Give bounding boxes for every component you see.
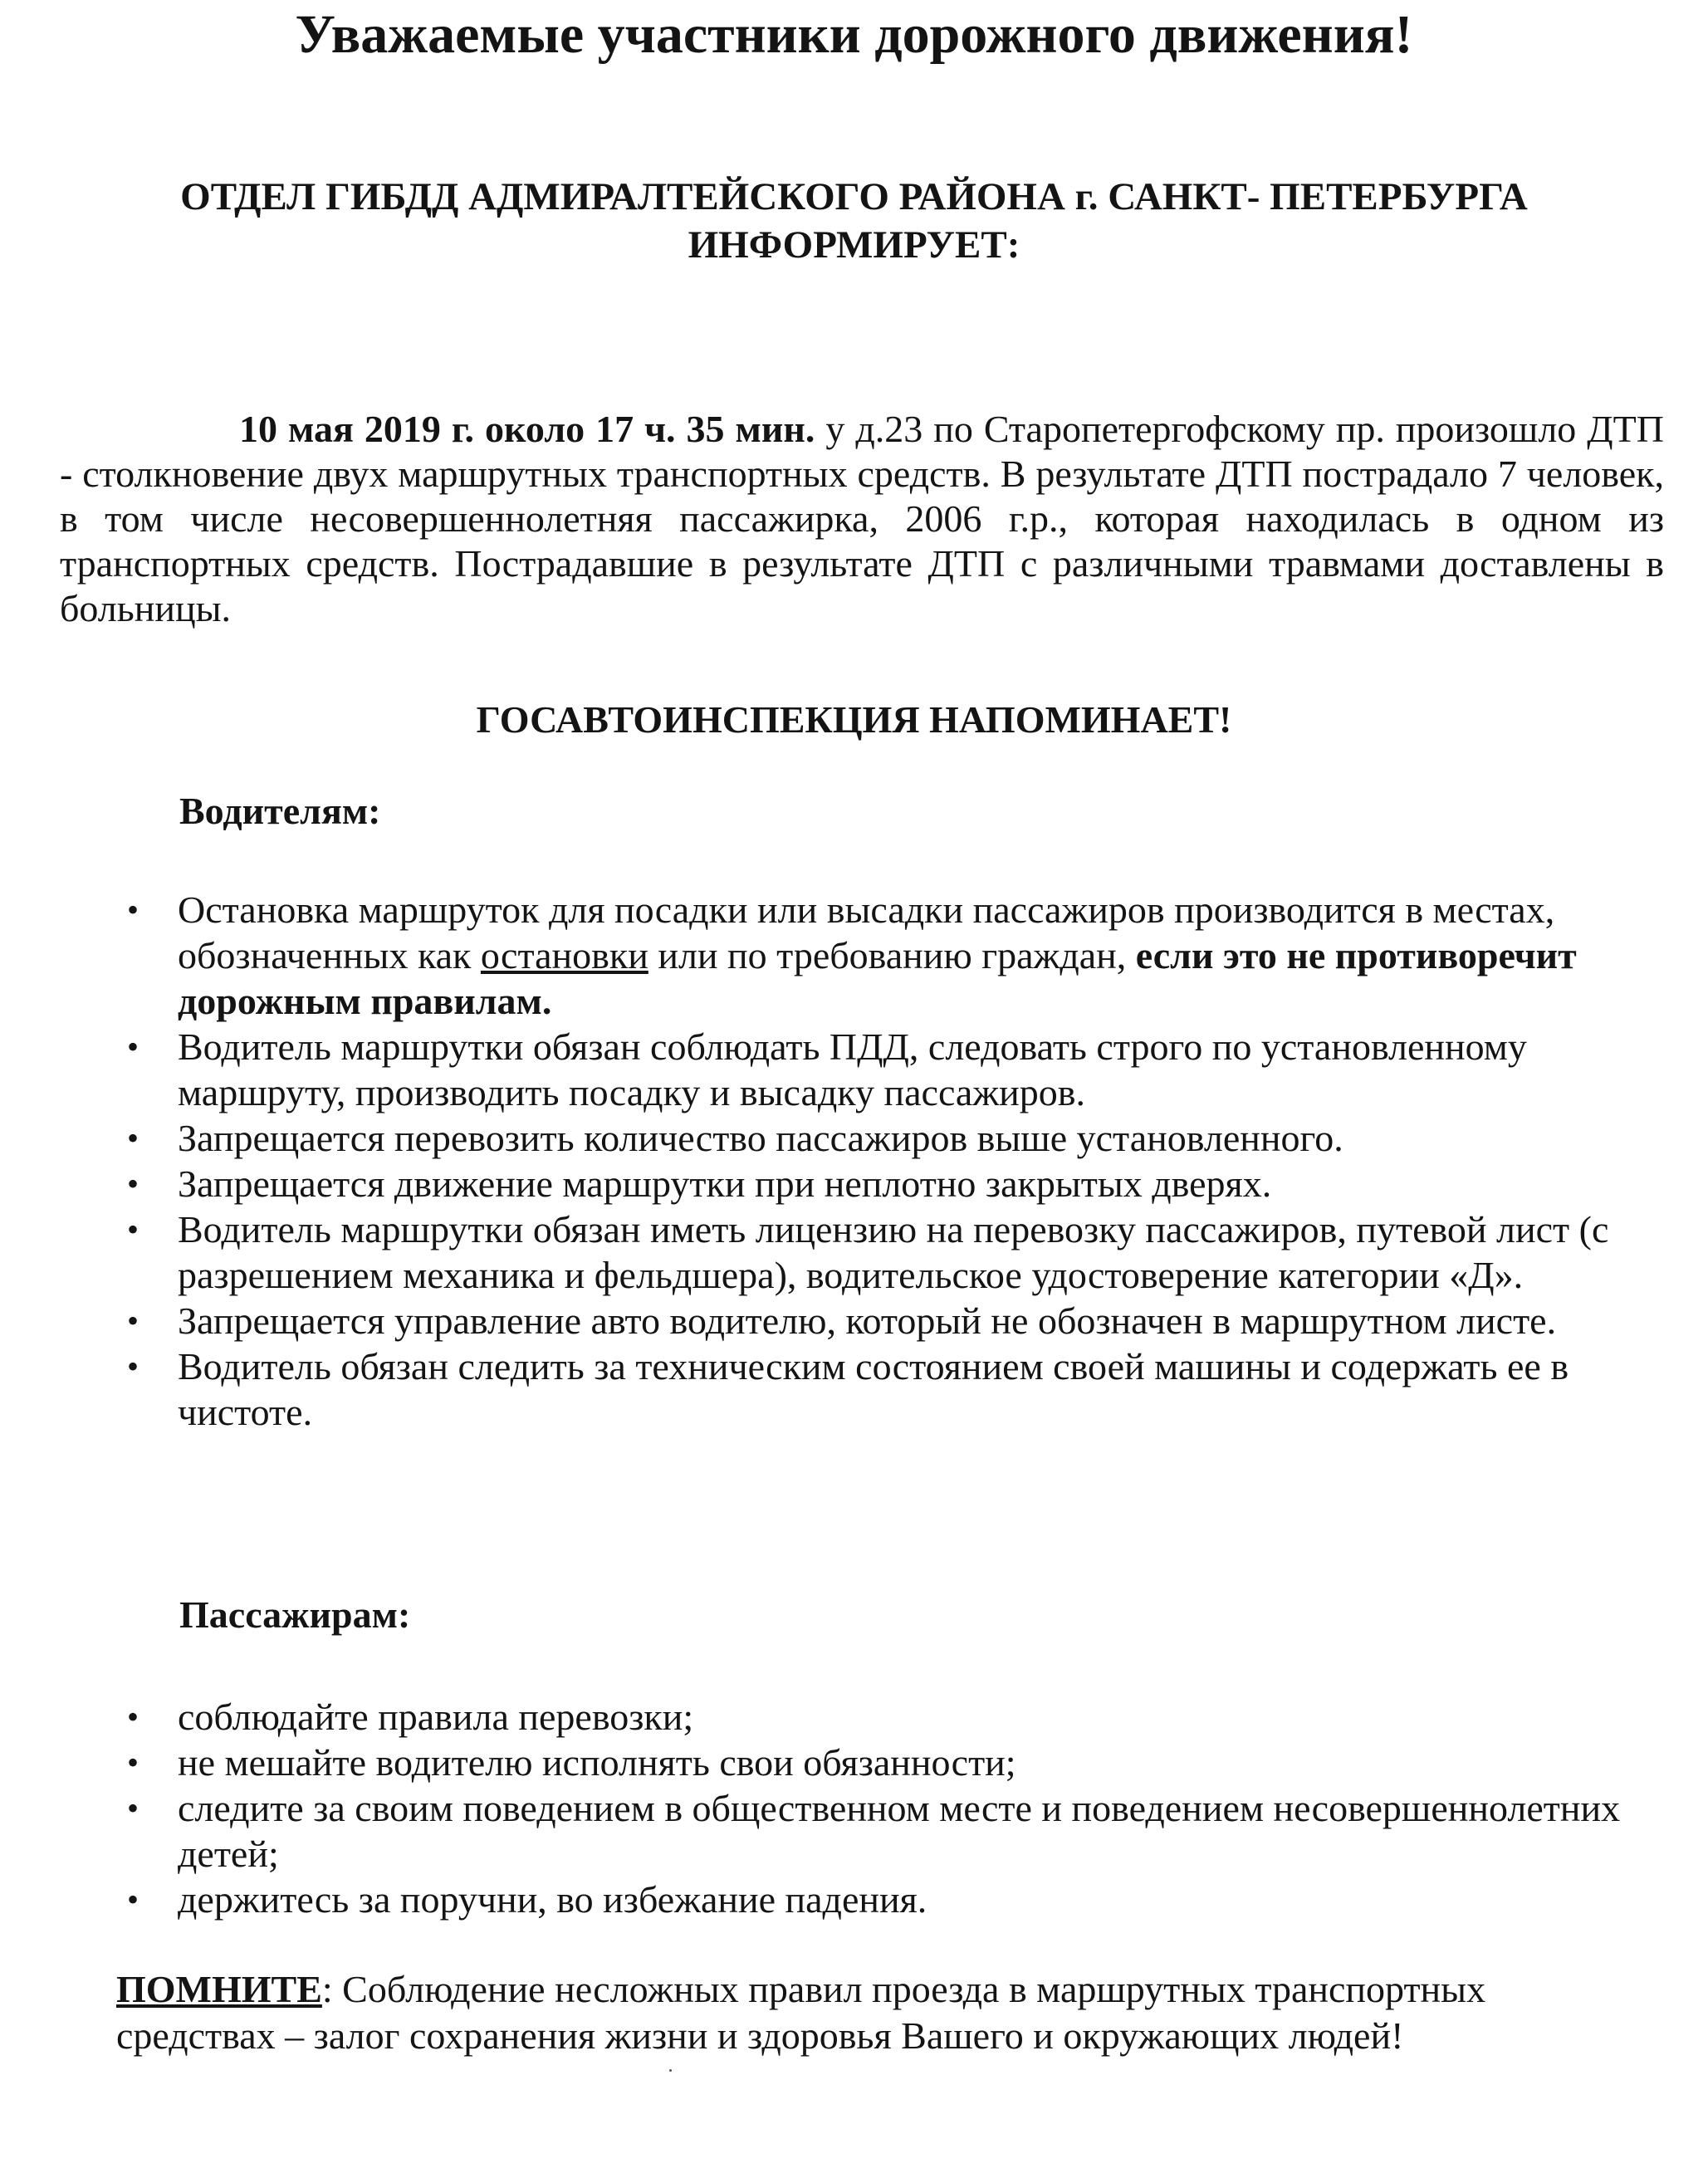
drivers-item-1-text-2: или по требованию граждан, [648, 934, 1136, 976]
incident-datetime: 10 мая 2019 г. около 17 ч. 35 мин. [239, 408, 815, 450]
drivers-item-1-emphasis: если это не противоречит дорожным правилам. [178, 934, 1577, 1022]
drivers-item-text: Запрещается перевозить количество пассажиров выше установленного. [178, 1117, 1343, 1159]
passengers-item-text: держитесь за поручни, во избежание падения. [178, 1878, 927, 1921]
remember-label: ПОМНИТЕ [116, 1968, 322, 2010]
department-line-1: ОТДЕЛ ГИБДД АДМИРАЛТЕЙСКОГО РАЙОНА г. САНКТ- ПЕТЕРБУРГА [180, 175, 1528, 218]
department-heading [0, 173, 1708, 269]
bullet-icon: • [126, 1302, 139, 1339]
bullet-icon: • [126, 1348, 139, 1385]
document-title: Уважаемые участники дорожного движения! [295, 4, 1413, 65]
underlined-term: остановки [480, 934, 648, 976]
list-item [116, 1161, 1677, 1206]
bullet-icon: • [126, 1881, 139, 1918]
list-item [116, 1740, 1677, 1785]
drivers-heading: Водителям: [179, 790, 381, 832]
bullet-icon: • [126, 1165, 139, 1202]
passengers-item-text: соблюдайте правила перевозки; [178, 1696, 694, 1738]
list-item [116, 1343, 1677, 1435]
remember-text: : Соблюдение несложных правил проезда в маршрутных транспортных средствах – залог сохранения жизни и здоровья Вашего и окружающих людей! [116, 1968, 1486, 2057]
scan-speck [669, 2069, 672, 2072]
list-item [116, 1785, 1677, 1877]
drivers-item-text: Запрещается движение маршрутки при неплотно закрытых дверях. [178, 1162, 1272, 1205]
passengers-heading: Пассажирам: [179, 1593, 411, 1636]
drivers-item-text: Водитель маршрутки обязан иметь лицензию на перевозку пассажиров, путевой лист (с разрешением механика и фельдшера), водительское удостоверение категории «Д». [178, 1208, 1609, 1296]
list-item [116, 1877, 1677, 1922]
bullet-icon: • [126, 891, 139, 928]
bullet-icon: • [126, 1698, 139, 1735]
list-item [116, 1115, 1677, 1161]
passengers-item-text: не мешайте водителю исполнять свои обязанности; [178, 1741, 1016, 1784]
bullet-icon: • [126, 1744, 139, 1781]
incident-paragraph [60, 407, 1664, 631]
drivers-item-text: Запрещается управление авто водителю, который не обозначен в маршрутном листе. [178, 1299, 1557, 1342]
list-item [116, 1206, 1677, 1298]
remember-note [116, 1966, 1611, 2059]
drivers-item-text: Водитель обязан следить за техническим состоянием своей машины и содержать ее в чистоте. [178, 1345, 1569, 1433]
passengers-list [116, 1694, 1677, 1922]
drivers-item-text: Водитель маршрутки обязан соблюдать ПДД, следовать строго по установленному маршруту, производить посадку и высадку пассажиров. [178, 1025, 1527, 1113]
bullet-icon: • [126, 1789, 139, 1827]
bullet-icon: • [126, 1028, 139, 1065]
list-item [116, 1694, 1677, 1740]
bullet-icon: • [126, 1119, 139, 1157]
drivers-item-1-text: Остановка маршруток для посадки или высадки пассажиров производится в местах, обозначенных как [178, 888, 1555, 976]
department-line-2: ИНФОРМИРУЕТ: [688, 223, 1020, 267]
list-item [116, 1298, 1677, 1343]
passengers-item-text: следите за своим поведением в общественном месте и поведением несовершеннолетних детей; [178, 1787, 1621, 1875]
drivers-list [116, 887, 1677, 1435]
incident-text: у д.23 по Старопетергофскому пр. произошло ДТП - столкновение двух маршрутных транспортных средств. В результате ДТП пострадало 7 человек, в том числе несовершеннолетняя пассажирка, 2006 г.р., которая находилась в одном из транспортных средств. Пострадавшие в результате ДТП с различными травмами доставлены в больницы. [60, 408, 1664, 629]
reminder-heading: ГОСАВТОИНСПЕКЦИЯ НАПОМИНАЕТ! [476, 698, 1232, 741]
bullet-icon: • [126, 1211, 139, 1248]
list-item [116, 1024, 1677, 1115]
list-item [116, 887, 1677, 1024]
